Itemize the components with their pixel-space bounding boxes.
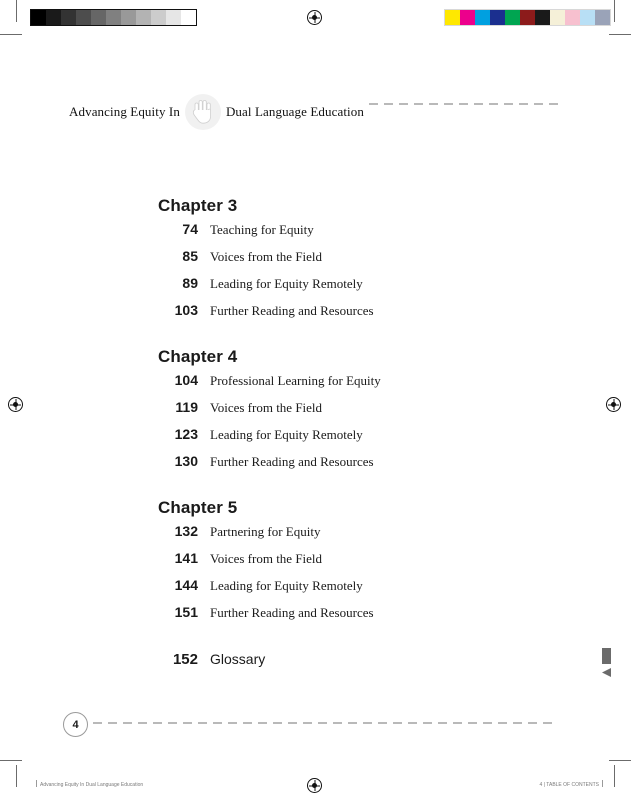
toc-entry[interactable] [158,523,578,550]
greyscale-swatch-6 [121,10,136,25]
greyscale-swatch-1 [46,10,61,25]
page-number-badge: 4 [63,712,88,737]
color-swatch-8 [565,10,580,25]
crop-mark-bottom-right-horizontal [609,760,631,761]
toc-entry-page-number: 119 [175,399,198,415]
color-swatch-7 [550,10,565,25]
color-swatch-9 [580,10,595,25]
greyscale-swatch-5 [106,10,121,25]
color-swatch-10 [595,10,610,25]
toc-entry-title: Further Reading and Resources [210,454,374,469]
color-calibration-bar [444,9,611,26]
greyscale-swatch-0 [31,10,46,25]
toc-entry-title: Leading for Equity Remotely [210,427,363,442]
hand-logo-icon [185,94,221,130]
color-swatch-4 [505,10,520,25]
toc-entry-page-number: 85 [182,248,198,264]
greyscale-swatch-3 [76,10,91,25]
table-of-contents [158,196,578,678]
slug-tick-right [602,780,603,787]
slug-text-right: 4 | TABLE OF CONTENTS [539,782,599,788]
toc-entry-title: Further Reading and Resources [210,303,374,318]
toc-entry[interactable] [158,372,578,399]
running-head [69,93,364,131]
toc-entry[interactable] [158,577,578,604]
greyscale-swatch-9 [166,10,181,25]
toc-entry-page-number: 74 [182,221,198,237]
toc-entry-page-number: 132 [174,523,198,539]
toc-chapter-block [158,347,578,480]
toc-entry[interactable] [158,604,578,631]
running-head-text-before: Advancing Equity In [69,104,180,119]
toc-entry-title: Glossary [210,651,266,667]
toc-entry[interactable] [158,302,578,329]
crop-mark-bottom-right-vertical [614,765,615,787]
toc-entry-title: Leading for Equity Remotely [210,578,363,593]
toc-entry-page-number: 130 [174,453,198,469]
toc-chapter-title: Chapter 4 [158,347,238,366]
toc-entry-title: Teaching for Equity [210,222,314,237]
toc-entry-page-number: 89 [182,275,198,291]
crop-mark-top-left-vertical [16,0,17,22]
slug-tick-left [36,780,37,787]
toc-entry-title: Further Reading and Resources [210,605,374,620]
toc-entry-page-number: 144 [174,577,198,593]
toc-entry[interactable] [158,426,578,453]
registration-target-icon [8,397,23,412]
toc-entry[interactable] [158,221,578,248]
toc-entry-glossary[interactable] [158,651,578,678]
running-head-dashed-rule [369,103,561,105]
greyscale-calibration-bar [30,9,197,26]
running-head-text-after: Dual Language Education [225,104,364,119]
toc-entry-page-number: 123 [174,426,198,442]
color-swatch-2 [475,10,490,25]
toc-entry-title: Voices from the Field [210,249,323,264]
toc-entry-title: Partnering for Equity [210,524,321,539]
toc-chapter-title: Chapter 5 [158,498,238,517]
toc-entry-title: Voices from the Field [210,400,323,415]
toc-chapter-block [158,498,578,631]
toc-entry[interactable] [158,453,578,480]
color-swatch-1 [460,10,475,25]
greyscale-swatch-4 [91,10,106,25]
color-swatch-5 [520,10,535,25]
crop-mark-top-right-vertical [614,0,615,22]
greyscale-swatch-8 [151,10,166,25]
toc-entry[interactable] [158,550,578,577]
color-swatch-3 [490,10,505,25]
crop-mark-bottom-left-horizontal [0,760,22,761]
toc-entry-page-number: 141 [174,550,198,566]
registration-target-icon [606,397,621,412]
toc-entry-title: Voices from the Field [210,551,323,566]
toc-entry[interactable] [158,399,578,426]
crop-mark-top-right-horizontal [609,34,631,35]
greyscale-swatch-2 [61,10,76,25]
slug-text-left: Advancing Equity In Dual Language Education [40,782,144,788]
registration-target-icon [307,10,322,25]
greyscale-swatch-7 [136,10,151,25]
toc-chapter-title: Chapter 3 [158,196,238,215]
greyscale-swatch-10 [181,10,196,25]
color-swatch-0 [445,10,460,25]
toc-entry[interactable] [158,248,578,275]
toc-entry-page-number: 104 [174,372,198,388]
crop-mark-bottom-left-vertical [16,765,17,787]
folio-dashed-rule [93,722,558,724]
toc-entry-title: Leading for Equity Remotely [210,276,363,291]
toc-entry-page-number: 152 [172,651,198,668]
crop-mark-top-left-horizontal [0,34,22,35]
toc-entry-page-number: 103 [174,302,198,318]
toc-entry[interactable] [158,275,578,302]
color-swatch-6 [535,10,550,25]
toc-entry-title: Professional Learning for Equity [210,373,381,388]
toc-chapter-block [158,196,578,329]
toc-entry-page-number: 151 [174,604,198,620]
edge-tab-arrow-icon [602,668,611,677]
registration-target-icon [307,778,322,793]
edge-tab-mark [602,648,611,664]
